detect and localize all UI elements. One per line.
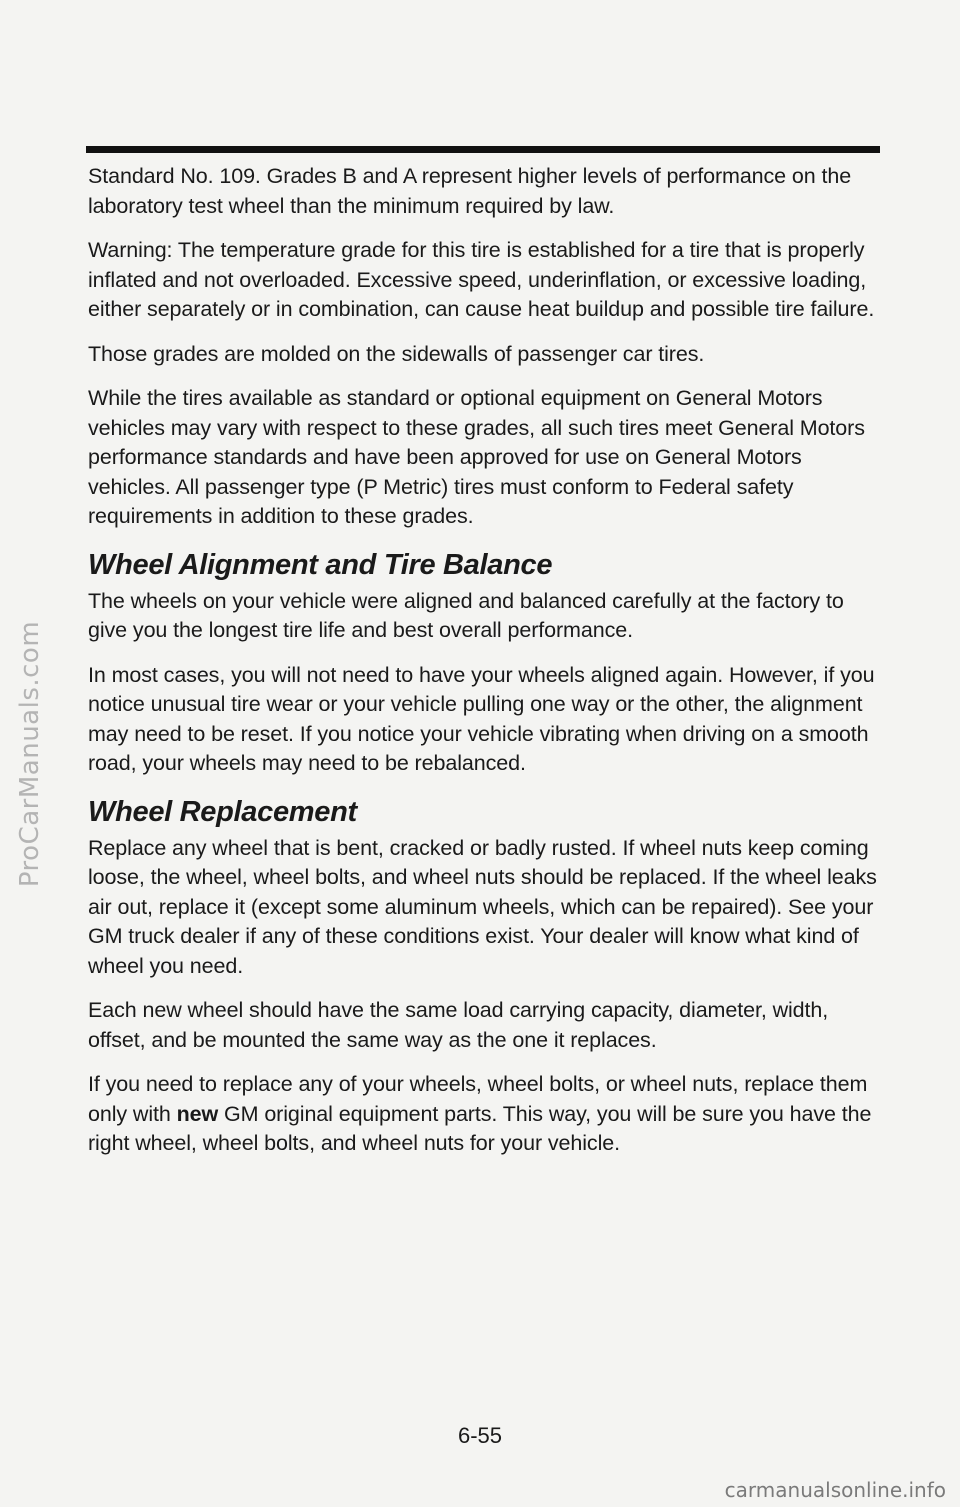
side-watermark: [0, 0, 60, 1507]
original-parts-text-end: GM original equipment parts. This way, you will be sure you have the right wheel, wheel bolts, and wheel nuts for your vehicle.: [88, 1101, 872, 1155]
paragraph-new-wheel-specs: Each new wheel should have the same load carrying capacity, diameter, width, offset, and be mounted the same way as the one it replaces.: [88, 998, 829, 1052]
paragraph-temperature-warning: Warning: The temperature grade for this tire is established for a tire that is properly inflated and not overloaded. Excessive speed, underinflation, or excessive loading, either separately or in combination, can cause heat buildup and possible tire failure.: [88, 238, 875, 321]
paragraph-grades-molded: Those grades are molded on the sidewalls of passenger car tires.: [88, 341, 705, 366]
paragraph-alignment-factory: The wheels on your vehicle were aligned and balanced carefully at the factory to give you the longest tire life and best overall performance.: [88, 588, 844, 642]
paragraph-alignment-reset: In most cases, you will not need to have your wheels aligned again. However, if you notice unusual tire wear or your vehicle pulling one way or the other, the alignment may need to be reset. If you notice your vehicle vibrating when driving on a smooth road, your wheels may need to be rebalanced.: [88, 662, 875, 775]
bottom-watermark: carmanualsonline.info: [724, 1478, 946, 1502]
top-rule: [86, 146, 880, 153]
heading-wheel-alignment: Wheel Alignment and Tire Balance: [88, 548, 553, 581]
original-parts-emphasis: new: [176, 1101, 219, 1126]
paragraph-original-parts: [88, 1070, 880, 1159]
paragraph-gm-tires: While the tires available as standard or optional equipment on General Motors vehicles may vary with respect to these grades, all such tires meet General Motors performance standards and have been approved for use on General Motors vehicles. All passenger type (P Metric) tires must conform to Federal safety requirements in addition to these grades.: [88, 386, 865, 528]
paragraph-replace-damaged-wheel: Replace any wheel that is bent, cracked or badly rusted. If wheel nuts keep coming loose, the wheel, wheel bolts, and wheel nuts should be replaced. If the wheel leaks air out, replace it (except some aluminum wheels, which can be repaired). See your GM truck dealer if any of these conditions exist. Your dealer will know what kind of wheel you need.: [88, 835, 877, 978]
page-content: [88, 162, 880, 1174]
original-parts-text-start: If you need to replace any of your wheels, wheel bolts, or wheel nuts, replace them only with: [88, 1072, 868, 1126]
heading-wheel-replacement: Wheel Replacement: [88, 795, 357, 828]
page-number: 6-55: [457, 1423, 503, 1448]
side-watermark-text: ProCarManuals.com: [15, 620, 45, 887]
paragraph-standard-109: Standard No. 109. Grades B and A represent higher levels of performance on the laboratory test wheel than the minimum required by law.: [88, 164, 852, 218]
